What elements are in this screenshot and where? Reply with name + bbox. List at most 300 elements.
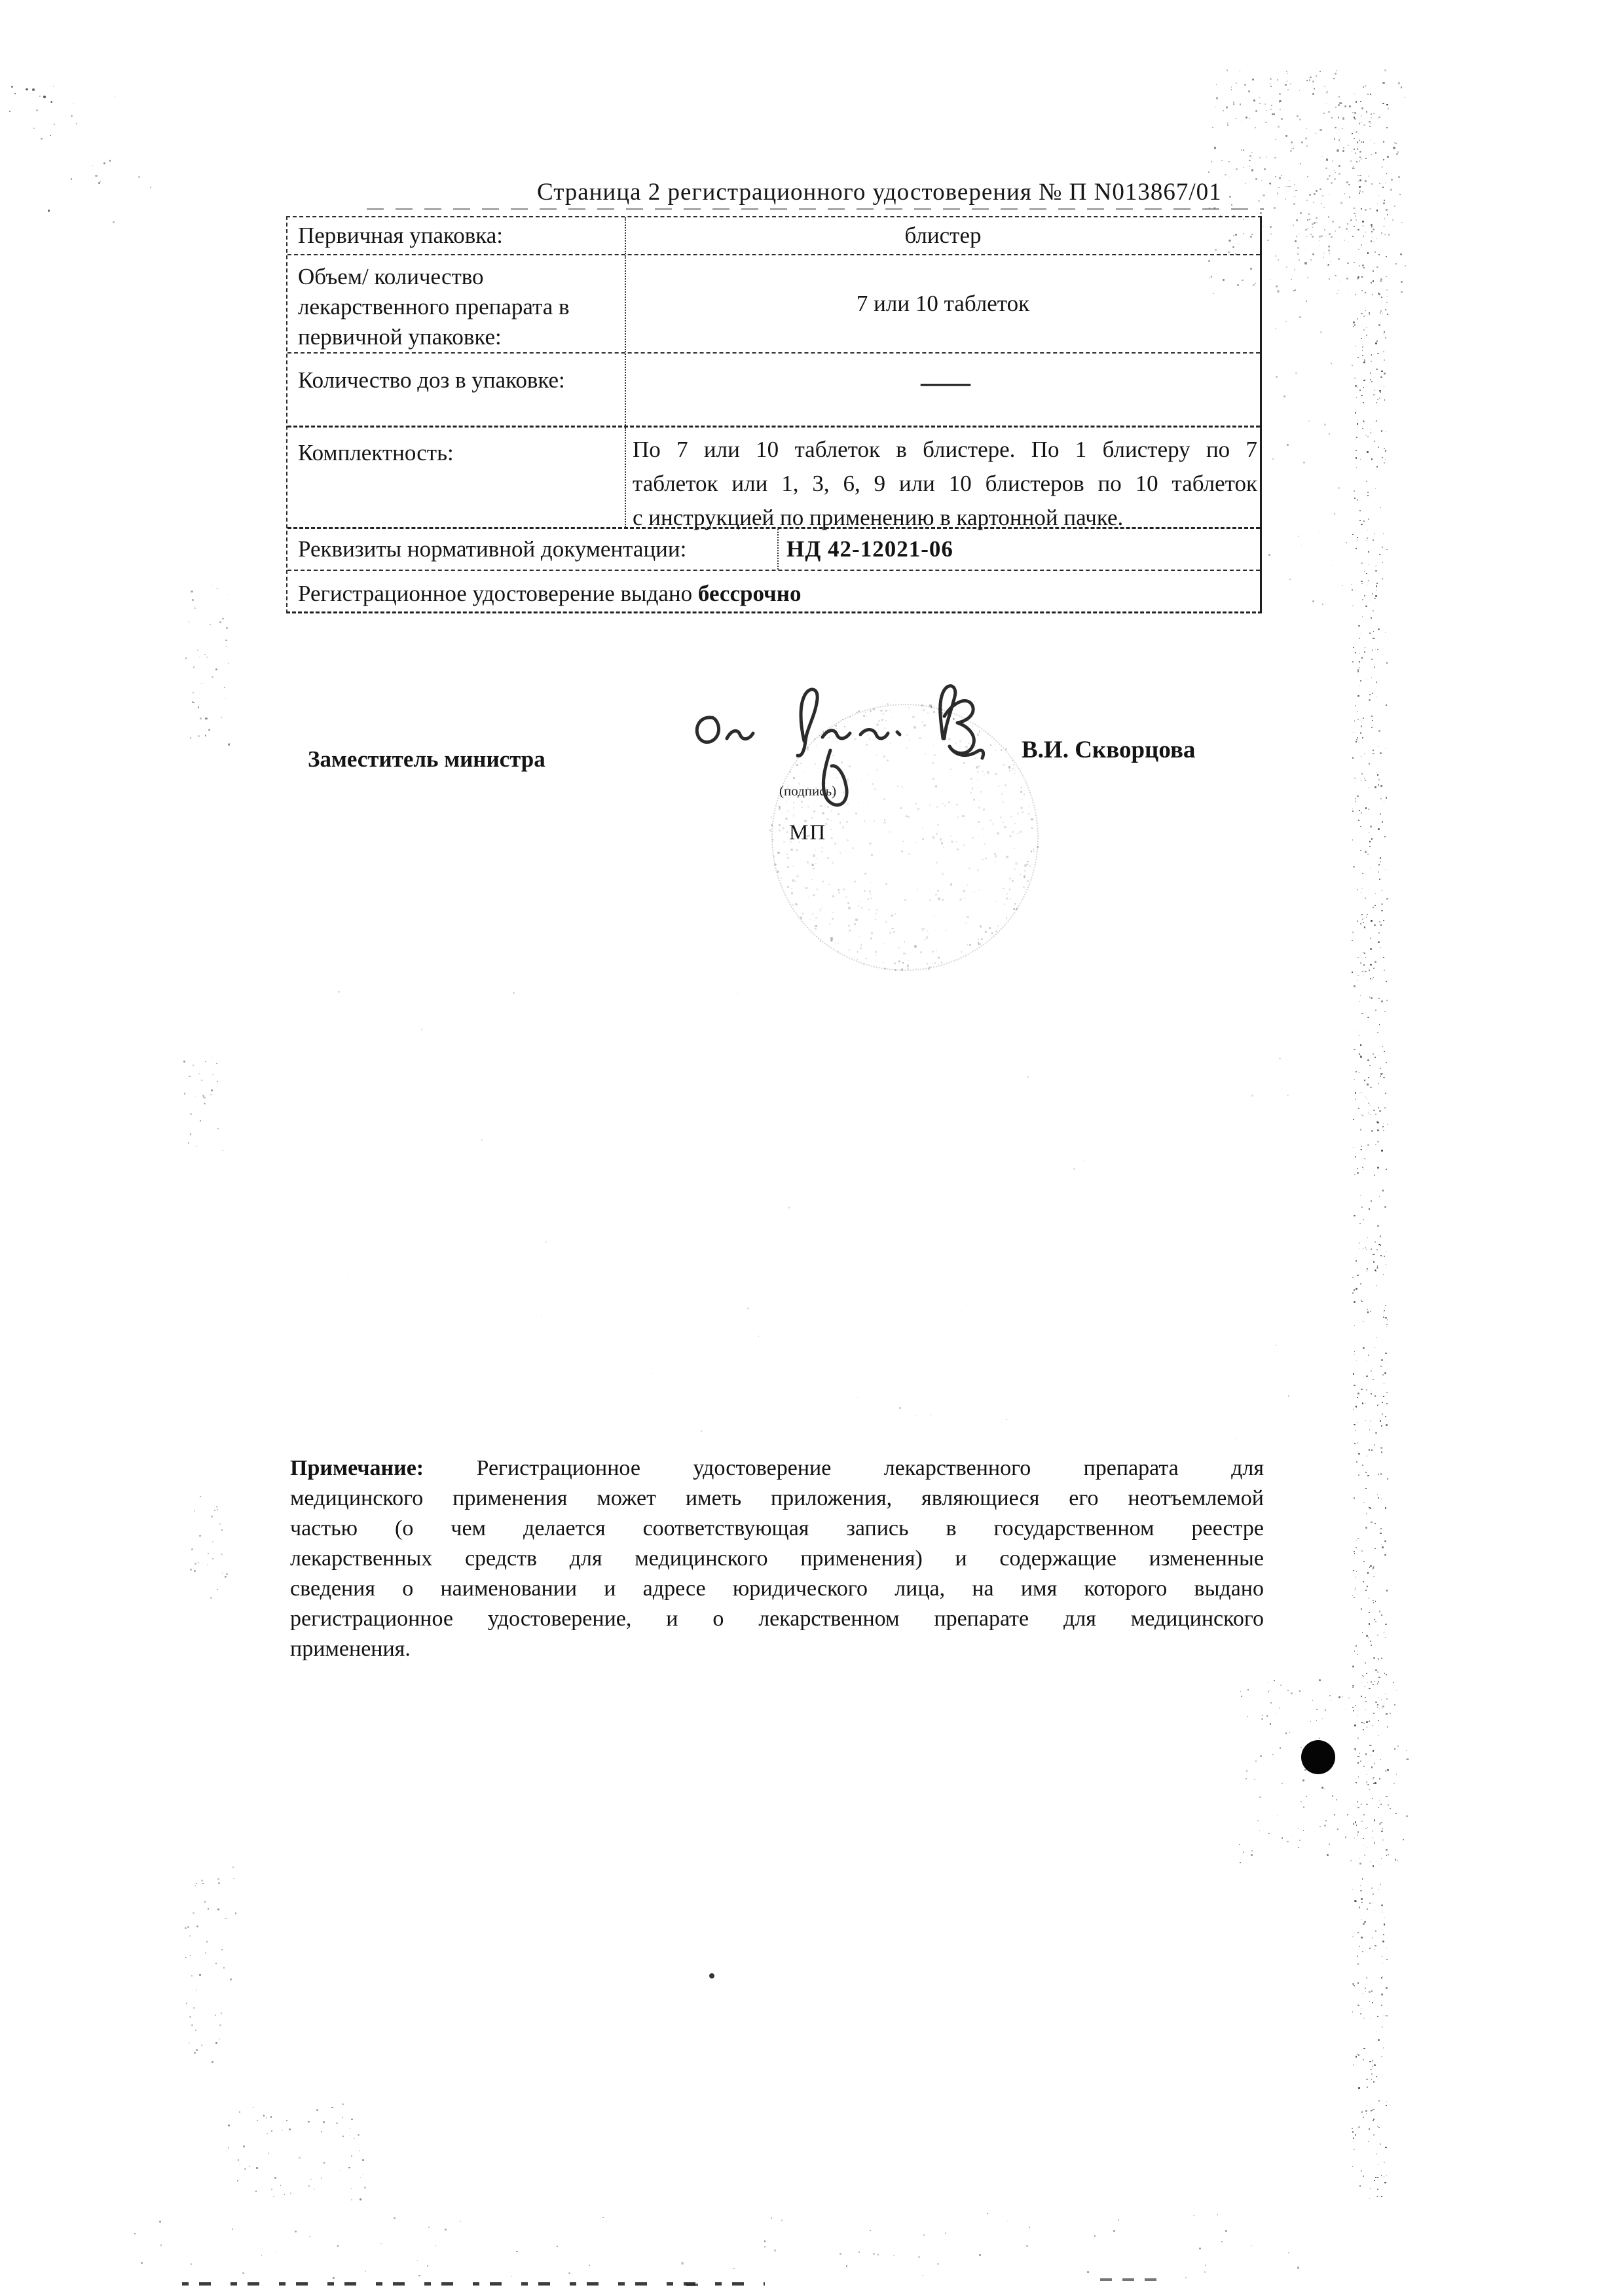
noise-speck (1357, 388, 1358, 389)
noise-speck (1365, 647, 1366, 648)
noise-speck (342, 2104, 344, 2105)
noise-speck (1375, 1395, 1376, 1397)
noise-speck (1366, 1673, 1367, 1674)
noise-speck (228, 663, 229, 664)
value-primary-packaging: блистер (904, 223, 982, 248)
noise-speck (1221, 160, 1223, 161)
noise-speck (1391, 179, 1393, 181)
noise-speck (1355, 1430, 1356, 1432)
noise-speck (1354, 208, 1356, 209)
noise-speck (1380, 857, 1382, 859)
noise-speck (194, 1570, 196, 1572)
noise-speck (1380, 392, 1381, 393)
noise-speck (309, 2236, 310, 2237)
noise-speck (1371, 1887, 1373, 1889)
noise-speck (1351, 584, 1352, 585)
noise-speck (1371, 838, 1373, 840)
noise-speck (1361, 244, 1363, 246)
noise-speck (1367, 914, 1368, 915)
noise-speck (1357, 1956, 1358, 1957)
noise-speck (1217, 2214, 1219, 2215)
noise-speck (1375, 152, 1376, 153)
noise-speck (1329, 433, 1330, 435)
noise-speck (1377, 649, 1378, 650)
noise-speck (1371, 1200, 1372, 1201)
noise-speck (1371, 113, 1373, 115)
noise-speck (1208, 172, 1209, 173)
noise-speck (1027, 1076, 1029, 1078)
noise-speck (1347, 1814, 1349, 1816)
noise-speck (1354, 1215, 1356, 1217)
noise-speck (1383, 1130, 1384, 1131)
noise-speck (1386, 662, 1388, 664)
noise-speck (1375, 1930, 1376, 1931)
noise-speck (1354, 1900, 1356, 1902)
noise-speck (1312, 81, 1314, 82)
noise-speck (1375, 893, 1376, 894)
noise-speck (196, 1925, 198, 1927)
noise-speck (781, 2219, 783, 2221)
noise-speck (1357, 1762, 1359, 1764)
noise-speck (1401, 222, 1403, 223)
noise-speck (1357, 276, 1359, 278)
noise-speck (1356, 219, 1357, 221)
noise-speck (1239, 1844, 1240, 1846)
noise-speck (1386, 127, 1388, 128)
noise-speck (1369, 1208, 1371, 1210)
noise-speck (1241, 149, 1242, 151)
noise-speck (1362, 616, 1363, 617)
noise-speck (1297, 115, 1299, 117)
noise-speck (1381, 910, 1383, 912)
noise-speck (208, 729, 210, 731)
noise-speck (1387, 296, 1388, 297)
noise-speck (1363, 1046, 1364, 1047)
noise-speck (1363, 236, 1364, 237)
noise-speck (286, 2120, 288, 2122)
noise-speck (1354, 1289, 1355, 1290)
noise-speck (1306, 1796, 1307, 1797)
noise-speck (185, 657, 187, 659)
noise-speck (1360, 1283, 1361, 1285)
noise-speck (1354, 208, 1355, 209)
noise-speck (217, 1589, 218, 1590)
noise-speck (1398, 82, 1401, 84)
noise-speck (1397, 1860, 1398, 1861)
noise-speck (1383, 2047, 1384, 2049)
noise-speck (1365, 1420, 1366, 1421)
noise-speck (229, 743, 230, 744)
noise-speck (1363, 1729, 1364, 1730)
noise-speck (1384, 1372, 1386, 1374)
noise-speck (1381, 1904, 1382, 1906)
noise-speck (1362, 737, 1363, 738)
noise-speck (200, 1496, 201, 1497)
noise-speck (1289, 180, 1290, 181)
noise-speck (1384, 1011, 1386, 1012)
noise-speck (1363, 329, 1365, 331)
noise-speck (1365, 573, 1366, 574)
noise-speck (1376, 1121, 1378, 1123)
noise-speck (1376, 369, 1378, 371)
noise-speck (1356, 397, 1357, 398)
noise-speck (1338, 258, 1339, 259)
noise-speck (1287, 1841, 1288, 1842)
noise-speck (1277, 290, 1279, 292)
noise-speck (1357, 537, 1358, 538)
noise-speck (1370, 373, 1371, 374)
noise-speck (1336, 1799, 1337, 1800)
noise-speck (1357, 1831, 1359, 1833)
noise-speck (1361, 812, 1362, 813)
noise-speck (1363, 1722, 1365, 1724)
noise-speck (1371, 117, 1373, 119)
noise-speck (1359, 520, 1361, 522)
noise-speck (1379, 1110, 1381, 1112)
noise-speck (1346, 228, 1348, 230)
noise-speck (337, 2245, 339, 2246)
noise-speck (71, 178, 73, 180)
noise-speck (1386, 1324, 1388, 1325)
noise-speck (1314, 222, 1316, 224)
noise-speck (1384, 69, 1386, 71)
noise-speck (1361, 657, 1363, 659)
noise-speck (1380, 1073, 1382, 1075)
noise-speck (282, 2130, 283, 2131)
noise-speck (1361, 1902, 1363, 1903)
noise-speck (1377, 1141, 1379, 1143)
noise-speck (1245, 183, 1246, 184)
noise-speck (1240, 70, 1241, 71)
noise-speck (1367, 1059, 1369, 1061)
noise-speck (243, 2145, 245, 2147)
noise-speck (923, 2234, 925, 2236)
noise-speck (1350, 219, 1352, 221)
noise-speck (1255, 1760, 1257, 1762)
noise-speck (1270, 1702, 1272, 1704)
noise-speck (1363, 387, 1365, 388)
noise-speck (1319, 245, 1320, 246)
noise-speck (210, 1094, 212, 1095)
noise-speck (1344, 193, 1345, 194)
noise-speck (1225, 174, 1227, 176)
noise-speck (1204, 2271, 1206, 2272)
noise-speck (1361, 1608, 1363, 1610)
noise-speck (1360, 850, 1361, 851)
noise-speck (1321, 203, 1322, 204)
noise-speck (1371, 1130, 1373, 1132)
noise-speck (1373, 1110, 1375, 1111)
noise-speck (1369, 970, 1370, 971)
noise-speck (1371, 361, 1372, 362)
noise-speck (1366, 1376, 1368, 1377)
noise-speck (1377, 1167, 1379, 1169)
label-doses-per-pack: Количество доз в упаковке: (287, 354, 626, 426)
noise-speck (1354, 1553, 1356, 1554)
noise-speck (1338, 104, 1340, 106)
noise-speck (1384, 333, 1385, 335)
noise-speck (1374, 1175, 1375, 1176)
noise-speck (1354, 498, 1356, 499)
noise-speck (1352, 2128, 1353, 2129)
noise-speck (1374, 2180, 1375, 2181)
noise-speck (1374, 924, 1376, 926)
noise-speck (1381, 297, 1382, 298)
noise-speck (203, 1097, 204, 1098)
noise-speck (1227, 124, 1228, 126)
value-doses-per-pack (626, 354, 1260, 426)
noise-speck (1363, 420, 1364, 422)
noise-speck (290, 2193, 291, 2194)
table-row-volume-quantity (287, 255, 1260, 354)
noise-speck (201, 683, 202, 684)
noise-speck (1320, 331, 1322, 333)
noise-speck (271, 2130, 272, 2132)
noise-speck (1353, 866, 1354, 867)
noise-speck (1375, 1523, 1376, 1524)
noise-speck (1259, 103, 1261, 104)
noise-speck (1303, 1830, 1304, 1831)
noise-speck (1388, 1804, 1389, 1806)
noise-speck (1270, 226, 1272, 228)
noise-speck (1371, 1766, 1373, 1768)
noise-speck (54, 124, 56, 126)
noise-speck (747, 1307, 749, 1309)
noise-speck (1361, 1937, 1363, 1939)
noise-speck (1298, 536, 1300, 538)
noise-speck (1335, 230, 1337, 232)
noise-speck (188, 1142, 190, 1144)
noise-speck (1223, 110, 1224, 111)
noise-speck (222, 1150, 223, 1152)
noise-speck (1369, 208, 1371, 210)
noise-speck (1353, 1373, 1355, 1375)
noise-speck (1381, 1000, 1383, 1002)
noise-speck (1275, 1345, 1276, 1346)
noise-speck (1309, 1751, 1311, 1753)
noise-speck (1290, 150, 1292, 152)
noise-speck (210, 624, 211, 625)
noise-speck (1379, 879, 1380, 880)
noise-speck (134, 2233, 136, 2234)
noise-speck (846, 2265, 848, 2267)
noise-speck (1390, 189, 1392, 191)
noise-speck (364, 2187, 366, 2189)
noise-speck (1373, 2120, 1374, 2121)
noise-speck (1233, 103, 1234, 104)
noise-speck (1385, 1305, 1386, 1307)
noise-speck (1385, 632, 1386, 634)
noise-speck (1406, 1750, 1407, 1751)
noise-speck (1286, 71, 1287, 72)
noise-speck (1228, 161, 1230, 162)
noise-speck (1361, 914, 1363, 915)
noise-speck (342, 2117, 343, 2118)
noise-speck (1365, 310, 1367, 312)
noise-speck (1357, 670, 1359, 672)
noise-speck (1371, 458, 1373, 460)
noise-speck (1373, 1657, 1375, 1659)
noise-speck (1385, 1637, 1386, 1638)
noise-speck (1367, 492, 1369, 493)
noise-speck (1327, 178, 1329, 180)
noise-speck (1366, 1804, 1368, 1806)
noise-speck (1384, 462, 1385, 464)
noise-speck (1326, 158, 1328, 160)
noise-speck (1329, 175, 1331, 177)
noise-speck (219, 621, 221, 623)
noise-speck (1310, 1721, 1312, 1722)
noise-speck (1375, 1621, 1376, 1622)
noise-speck (1394, 206, 1395, 207)
noise-speck (41, 138, 42, 139)
noise-speck (206, 1941, 208, 1942)
noise-speck (1379, 1778, 1381, 1780)
noise-speck (1084, 1160, 1085, 1161)
noise-speck (1249, 166, 1250, 167)
noise-speck (1362, 1878, 1363, 1879)
noise-speck (263, 2115, 265, 2116)
noise-speck (1378, 932, 1380, 934)
noise-speck (1376, 2153, 1377, 2155)
noise-speck (1354, 117, 1355, 118)
noise-speck (1371, 355, 1372, 356)
noise-speck (1384, 1673, 1386, 1674)
noise-speck (1358, 2054, 1359, 2056)
noise-speck (1309, 219, 1310, 220)
scan-artifact-line (367, 208, 1264, 210)
noise-speck (33, 128, 35, 129)
noise-speck (1327, 91, 1328, 92)
noise-speck (1369, 1597, 1370, 1599)
noise-speck (1301, 1801, 1302, 1802)
noise-speck (212, 2061, 213, 2063)
noise-speck (1380, 376, 1382, 378)
noise-speck (1360, 732, 1362, 734)
noise-speck (1233, 101, 1234, 103)
noise-speck (1377, 2189, 1379, 2191)
noise-speck (1388, 108, 1390, 110)
noise-speck (1363, 402, 1364, 403)
noise-speck (1365, 606, 1367, 608)
noise-speck (1343, 147, 1344, 149)
completeness-line-1: По 7 или 10 таблеток в блистере. По 1 блистеру по 7 (633, 437, 1257, 462)
noise-speck (1359, 1072, 1360, 1074)
noise-speck (221, 1952, 222, 1953)
noise-speck (1362, 221, 1363, 222)
noise-speck (1268, 1833, 1270, 1834)
noise-speck (1373, 2081, 1375, 2083)
noise-speck (217, 1908, 219, 1910)
noise-speck (1368, 580, 1369, 581)
noise-speck (1384, 373, 1386, 374)
noise-speck (1354, 1497, 1356, 1499)
noise-speck (76, 123, 78, 125)
noise-speck (1369, 632, 1371, 634)
noise-speck (1378, 2100, 1380, 2102)
noise-speck (1395, 263, 1397, 264)
noise-speck (1366, 1249, 1367, 1250)
noise-speck (1289, 186, 1291, 187)
noise-speck (1378, 117, 1380, 118)
noise-speck (1360, 1890, 1361, 1891)
noise-speck (1365, 1662, 1366, 1664)
noise-speck (1274, 113, 1275, 115)
noise-speck (1367, 2105, 1368, 2107)
noise-speck (1373, 2134, 1375, 2136)
noise-speck (289, 2128, 291, 2130)
noise-speck (1365, 1828, 1367, 1829)
noise-speck (1275, 139, 1277, 141)
noise-speck (1388, 234, 1390, 235)
noise-speck (1394, 1704, 1395, 1705)
noise-speck (103, 162, 105, 164)
noise-speck (1356, 739, 1358, 741)
noise-speck (310, 2179, 312, 2181)
noise-speck (1353, 1409, 1354, 1410)
noise-speck (1376, 210, 1378, 211)
noise-speck (1386, 310, 1388, 311)
noise-speck (1295, 190, 1297, 191)
noise-speck (1357, 278, 1359, 280)
noise-speck (1352, 133, 1353, 134)
noise-speck (1382, 1976, 1383, 1977)
noise-speck (198, 1562, 199, 1563)
noise-speck (271, 2189, 272, 2190)
noise-speck (1369, 1745, 1371, 1746)
noise-speck (1355, 294, 1356, 295)
noise-speck (1387, 1478, 1388, 1480)
noise-speck (1297, 253, 1299, 255)
noise-speck (417, 2260, 418, 2261)
noise-speck (1216, 84, 1217, 85)
noise-speck (1365, 1753, 1367, 1755)
noise-speck (870, 2230, 871, 2231)
noise-speck (1355, 412, 1357, 414)
noise-speck (1378, 1681, 1379, 1683)
noise-speck (1312, 93, 1314, 95)
noise-speck (1374, 1254, 1375, 1255)
noise-speck (225, 1918, 227, 1920)
noise-speck (1361, 158, 1362, 160)
noise-speck (1362, 355, 1363, 356)
noise-speck (1355, 652, 1356, 653)
noise-speck (1304, 262, 1306, 264)
noise-speck (1352, 1937, 1354, 1938)
noise-speck (1374, 1763, 1375, 1764)
noise-speck (1356, 457, 1357, 459)
noise-speck (1302, 1741, 1303, 1742)
noise-speck (1365, 1472, 1367, 1473)
noise-speck (295, 2231, 297, 2232)
noise-speck (190, 1113, 192, 1115)
noise-speck (299, 2157, 301, 2159)
noise-speck (1316, 1720, 1318, 1721)
noise-speck (1338, 139, 1340, 141)
noise-speck (1375, 649, 1376, 650)
noise-speck (1378, 324, 1380, 326)
noise-speck (1338, 117, 1339, 118)
scan-artifact-dashes (686, 2284, 698, 2286)
noise-speck (1386, 2101, 1387, 2102)
noise-speck (1357, 889, 1358, 890)
noise-speck (1319, 532, 1320, 533)
noise-speck (1386, 1698, 1388, 1700)
noise-speck (1406, 1815, 1407, 1817)
noise-speck (323, 2162, 325, 2164)
noise-speck (1325, 1709, 1326, 1711)
noise-speck (1356, 1782, 1357, 1783)
